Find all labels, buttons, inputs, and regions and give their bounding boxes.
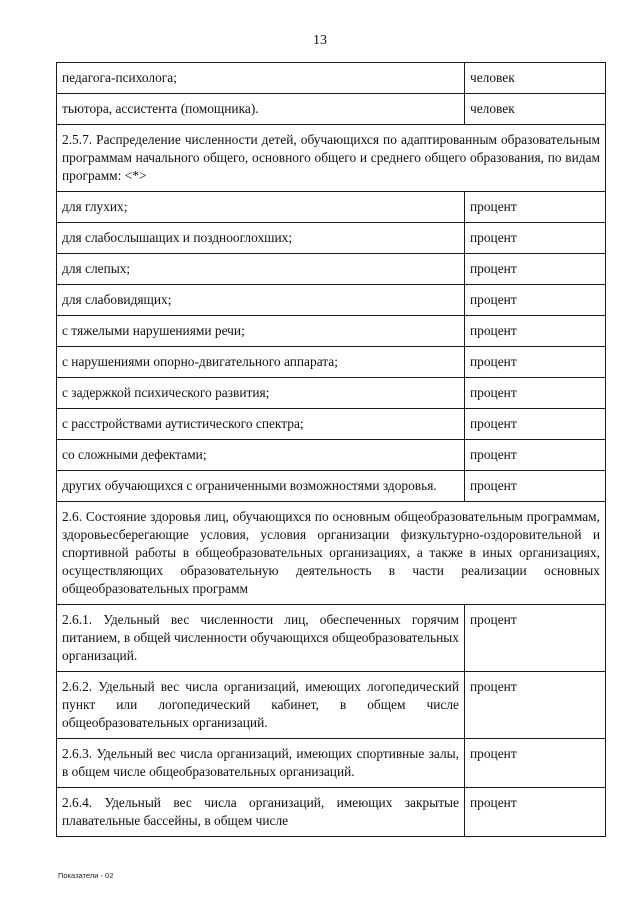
indicator-label: педагога-психолога; [57, 63, 465, 94]
unit-cell: процент [465, 672, 606, 739]
section-heading: 2.6. Состояние здоровья лиц, обучающихся по основным общеобразовательным программам, здоровьесберегающие условия, условия организации физкультурно-оздоровительной и спортивной работы в общеобразовательных организациях, а также в иных организациях, осуществляющих образовательную деятельность в части реализации основных общеобразовательных программ [57, 502, 606, 605]
unit-cell: процент [465, 788, 606, 837]
indicator-label: с нарушениями опорно-двигательного аппарата; [57, 347, 465, 378]
table-row [57, 788, 606, 837]
table-row [57, 409, 606, 440]
indicator-label: других обучающихся с ограниченными возможностями здоровья. [57, 471, 465, 502]
indicators-table [56, 62, 606, 837]
indicator-label: 2.6.3. Удельный вес числа организаций, имеющих спортивные залы, в общем числе общеобразовательных организаций. [57, 739, 465, 788]
indicator-label: для слепых; [57, 254, 465, 285]
unit-cell: человек [465, 63, 606, 94]
table-row [57, 672, 606, 739]
table-row [57, 192, 606, 223]
indicator-label: с задержкой психического развития; [57, 378, 465, 409]
unit-cell: человек [465, 94, 606, 125]
table-row [57, 223, 606, 254]
unit-cell: процент [465, 378, 606, 409]
table-row [57, 94, 606, 125]
indicator-label: 2.6.4. Удельный вес числа организаций, имеющих закрытые плавательные бассейны, в общем числе [57, 788, 465, 837]
indicator-label: для глухих; [57, 192, 465, 223]
table-row [57, 440, 606, 471]
unit-cell: процент [465, 192, 606, 223]
table-row [57, 739, 606, 788]
indicator-label: со сложными дефектами; [57, 440, 465, 471]
section-row [57, 125, 606, 192]
unit-cell: процент [465, 739, 606, 788]
section-heading: 2.5.7. Распределение численности детей, обучающихся по адаптированным образовательным программам начального общего, основного общего и среднего общего образования, по видам программ: <*> [57, 125, 606, 192]
page-number: 13 [313, 33, 327, 48]
unit-cell: процент [465, 316, 606, 347]
table-row [57, 605, 606, 672]
indicator-label: 2.6.1. Удельный вес численности лиц, обеспеченных горячим питанием, в общей численности обучающихся общеобразовательных организаций. [57, 605, 465, 672]
table-row [57, 63, 606, 94]
indicator-label: с тяжелыми нарушениями речи; [57, 316, 465, 347]
indicator-label: для слабослышащих и позднооглохших; [57, 223, 465, 254]
unit-cell: процент [465, 409, 606, 440]
table-row [57, 471, 606, 502]
indicator-label: для слабовидящих; [57, 285, 465, 316]
indicator-label: 2.6.2. Удельный вес числа организаций, имеющих логопедический пункт или логопедический кабинет, в общем числе общеобразовательных организаций. [57, 672, 465, 739]
table-row [57, 316, 606, 347]
indicator-label: с расстройствами аутистического спектра; [57, 409, 465, 440]
footer-label: Показатели - 02 [58, 871, 114, 880]
indicator-label: тьютора, ассистента (помощника). [57, 94, 465, 125]
table-row [57, 254, 606, 285]
unit-cell: процент [465, 471, 606, 502]
unit-cell: процент [465, 605, 606, 672]
unit-cell: процент [465, 223, 606, 254]
unit-cell: процент [465, 347, 606, 378]
table-row [57, 285, 606, 316]
unit-cell: процент [465, 440, 606, 471]
table-row [57, 347, 606, 378]
unit-cell: процент [465, 285, 606, 316]
table-row [57, 378, 606, 409]
unit-cell: процент [465, 254, 606, 285]
section-row [57, 502, 606, 605]
